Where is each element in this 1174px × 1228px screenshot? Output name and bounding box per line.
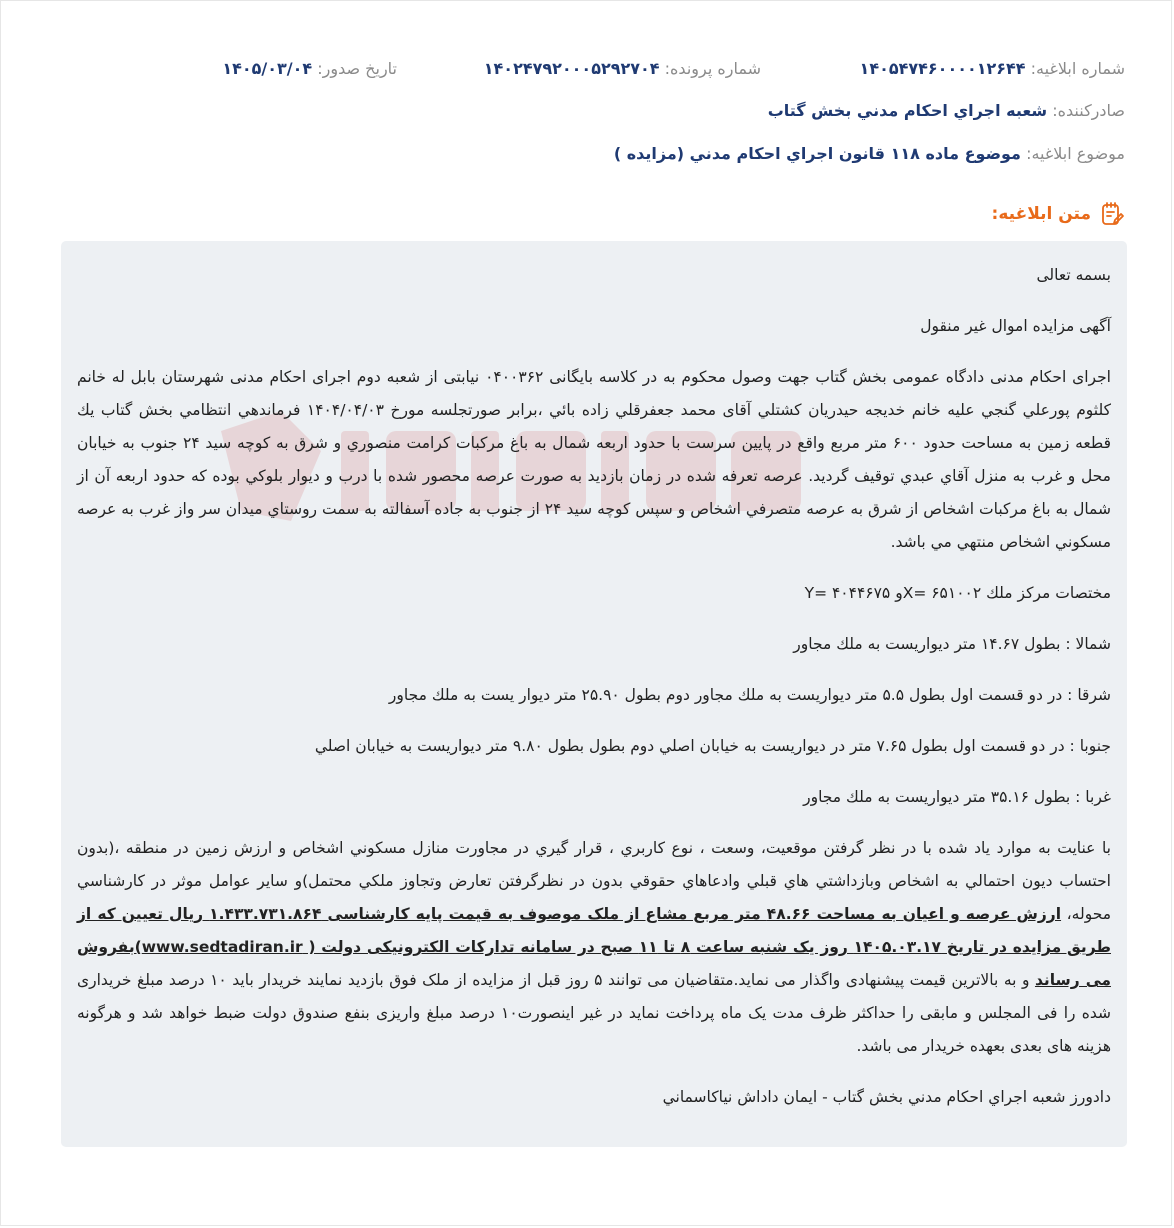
paragraph-north-boundary: شمالا : بطول ۱۴.۶۷ متر ديواريست به ملك مجاور xyxy=(793,635,1111,653)
notice-text xyxy=(61,241,1127,1114)
paragraph-signature: دادورز شعبه اجراي احكام مدني بخش گتاب - ايمان داداش نياكاسماني xyxy=(662,1088,1111,1106)
valuation-intro: با عنایت به موارد یاد شده با در نظر گرفتن موقعیت، وسعت ، نوع كاربري ، قرار گيري در مجاورت منازل مسكوني اشخاص و ارزش زمين در منطقه ،(بدون احتساب ديون احتمالي به اشخاص وبازداشتي هاي قبلي وادعاهاي حقوقي بدون در نظرگرفتن تعارض وتجاوز ملكي محتمل)و ساير عوامل موثر در كارشناسي محوله، xyxy=(77,839,1112,923)
paragraph-coordinates: مختصات مركز ملك ۶۵۱۰۰۲ =Xو ۴۰۴۴۶۷۵ =Y xyxy=(804,584,1111,602)
section-title xyxy=(992,201,1125,227)
valuation-terms: و به بالاترین قیمت پیشنهادی واگذار می نماید.متقاضیان می توانند ۵ روز قبل از مزایده از ملک فوق بازدید نمایند خریدار باید ۱۰ درصد مبلغ خریداری شده را فی المجلس و مابقی را حداکثر ظرف مدت یک ماه پرداخت نماید در غیر اینصورت۱۰ درصد مبلغ واریزی بنفع صندوق دولت ضبط خواهد شد و هرگونه هزینه های بعدی بعهده خریدار می باشد. xyxy=(77,971,1111,1055)
paragraph-valuation xyxy=(77,832,1111,1063)
case-number-label: شماره پرونده: xyxy=(664,59,761,78)
case-number xyxy=(484,57,761,81)
issuer-label: صادركننده: xyxy=(1052,101,1125,120)
valuation-auction-details: ارزش عرصه و اعیان به مساحت ۴۸.۶۶ متر مربع مشاع از ملک موصوف به قیمت پایه کارشناسی ۱.۴۳۳.۷۳۱.۸۶۴ ریال تعیین که از طریق مزایده در تاریخ ۱۴۰۵.۰۳.۱۷ روز یک شنبه ساعت ۸ تا ۱۱ صبح در سامانه تدارکات الکترونیکی دولت ( www.sedtadiran.ir)بفروش می رساند xyxy=(77,905,1111,989)
subject-value: موضوع ماده ۱۱۸ قانون اجراي احكام مدني (مزايده ) xyxy=(613,144,1021,163)
subject-label: موضوع ابلاغيه: xyxy=(1026,144,1125,163)
paragraph-description: اجرای احکام مدنی دادگاه عمومی بخش گتاب جهت وصول محکوم به در کلاسه بایگانی ۰۴۰۰۳۶۲ نیابتی از شعبه دوم اجرای احکام مدنی شهرستان بابل له خانم كلثوم پورعلي گنجي علیه خانم خديجه حيدريان كشتلي آقای محمد جعفرقلي زاده بائي ،برابر صورتجلسه مورخ ۱۴۰۴/۰۴/۰۳ فرماندهي انتظامي بخش گتاب يك قطعه زمين به مساحت حدود ۶۰۰ متر مربع واقع در پايين سرست با حدود اربعه شمال به باغ مركبات كرامت منصوري و شرق به كوچه سيد ۲۴ جنوب به خيابان محل و غرب به منزل آقاي عبدي توقيف گرديد. عرصه تعرفه شده در زمان بازديد به صورت عرصه محصور شده با درب و ديوار بلوكي بوده كه حدود اربعه آن از شمال به باغ مركبات اشخاص از شرق به عرصه متصرفي اشخاص و سپس كوچه سيد ۲۴ از جنوب به جاده آسفالته به سمت روستاي ميدان سر واز غرب به عرصه مسكوني اشخاص منتهي مي باشد. xyxy=(77,368,1111,551)
issuer-value: شعبه اجراي احكام مدني بخش گتاب xyxy=(767,101,1048,120)
case-number-value: ۱۴۰۲۴۷۹۲۰۰۰۵۲۹۲۷۰۴ xyxy=(483,59,660,78)
paragraph-west-boundary: غربا : بطول ۳۵.۱۶ متر ديواريست به ملك مجاور xyxy=(803,788,1111,806)
paragraph-greeting: بسمه تعالی xyxy=(1036,266,1111,284)
paragraph-south-boundary: جنوبا : در دو قسمت اول بطول ۷.۶۵ متر در ديواريست به خيابان اصلي دوم بطول بطول ۹.۸۰ متر ديواريست به خيابان اصلي xyxy=(314,737,1111,755)
issuer xyxy=(768,99,1125,123)
notice-body-box xyxy=(61,241,1127,1147)
section-title-text: متن ابلاغيه: xyxy=(991,204,1091,224)
subject xyxy=(614,142,1125,166)
paragraph-heading: آگهی مزایده اموال غیر منقول xyxy=(920,317,1111,335)
notice-number xyxy=(860,57,1125,81)
paragraph-east-boundary: شرقا : در دو قسمت اول بطول ۵.۵ متر ديواريست به ملك مجاور دوم بطول ۲۵.۹۰ متر ديوار يست به ملك مجاور xyxy=(388,686,1111,704)
issue-date-value: ۱۴۰۵/۰۳/۰۴ xyxy=(222,59,313,78)
issue-date-label: تاریخ صدور: xyxy=(317,59,397,78)
document-edit-icon xyxy=(1099,201,1125,227)
notice-number-value: ۱۴۰۵۴۷۴۶۰۰۰۰۱۲۶۴۴ xyxy=(859,59,1026,78)
notice-number-label: شماره ابلاغيه: xyxy=(1030,59,1125,78)
issue-date xyxy=(222,57,397,81)
